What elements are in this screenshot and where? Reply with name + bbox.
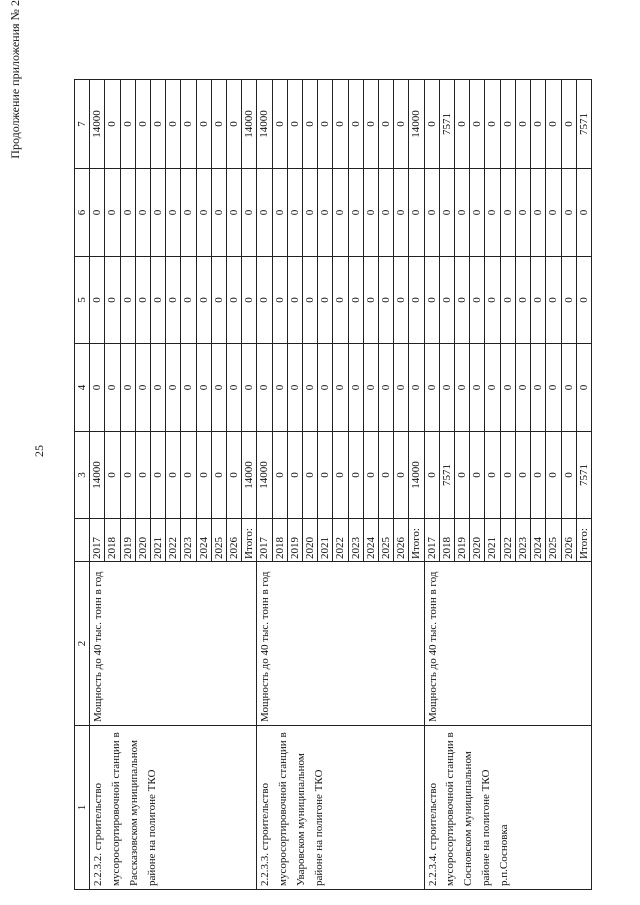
value-cell: 0	[120, 80, 135, 169]
header-row	[75, 80, 90, 890]
value-cell: 0	[196, 80, 211, 169]
value-cell: 0	[470, 344, 485, 432]
year-cell: Итого:	[242, 519, 257, 562]
year-cell: 2019	[455, 519, 470, 562]
header-cell: 1	[75, 726, 90, 890]
value-cell: 0	[151, 344, 166, 432]
year-cell: 2019	[120, 519, 135, 562]
value-cell: 0	[394, 80, 409, 169]
value-cell: 0	[227, 344, 242, 432]
value-cell: 0	[333, 80, 348, 169]
value-cell: 0	[363, 344, 378, 432]
value-cell: 0	[135, 80, 150, 169]
value-cell: 0	[500, 169, 515, 257]
value-cell: 0	[576, 344, 591, 432]
value-cell: 0	[227, 169, 242, 257]
page-number: 25	[32, 445, 46, 457]
value-cell: 0	[546, 432, 561, 519]
value-cell: 0	[455, 344, 470, 432]
measure-name-cell: 2.2.3.3. строительство мусоросортировочной станции в Уваровском муниципальном районе на полигоне ТКО	[257, 726, 424, 890]
value-cell: 0	[318, 80, 333, 169]
value-cell: 0	[379, 344, 394, 432]
year-cell: 2024	[531, 519, 546, 562]
value-cell: 0	[303, 257, 318, 344]
year-cell: 2025	[211, 519, 226, 562]
value-cell: 0	[211, 257, 226, 344]
value-cell: 0	[287, 169, 302, 257]
year-cell: 2023	[348, 519, 363, 562]
value-cell: 0	[348, 80, 363, 169]
value-cell: 0	[272, 169, 287, 257]
table-row	[90, 80, 105, 890]
year-cell: 2025	[379, 519, 394, 562]
value-cell: 0	[394, 344, 409, 432]
value-cell: 0	[318, 257, 333, 344]
value-cell: 0	[287, 80, 302, 169]
value-cell: 0	[181, 80, 196, 169]
year-cell: 2018	[272, 519, 287, 562]
value-cell: 0	[120, 344, 135, 432]
value-cell: 0	[439, 169, 454, 257]
value-cell: 0	[272, 344, 287, 432]
value-cell: 0	[500, 80, 515, 169]
value-cell: 0	[531, 257, 546, 344]
measure-name-cell: 2.2.3.4. строительство мусоросортировочной станции в Сосновском муниципальном районе на полигоне ТКО р.п.Сосновка	[424, 726, 591, 890]
year-cell: 2023	[181, 519, 196, 562]
header-cell: 7	[75, 80, 90, 169]
value-cell: 0	[105, 80, 120, 169]
value-cell: 0	[409, 169, 424, 257]
value-cell: 0	[105, 257, 120, 344]
value-cell: 0	[151, 432, 166, 519]
value-cell: 0	[515, 80, 530, 169]
value-cell: 0	[455, 169, 470, 257]
value-cell: 0	[196, 432, 211, 519]
value-cell: 14000	[257, 432, 272, 519]
value-cell: 0	[227, 432, 242, 519]
value-cell: 14000	[90, 80, 105, 169]
value-cell: 0	[303, 80, 318, 169]
year-cell: Итого:	[576, 519, 591, 562]
value-cell: 0	[90, 344, 105, 432]
value-cell: 0	[363, 257, 378, 344]
table-row	[424, 80, 439, 890]
value-cell: 0	[379, 80, 394, 169]
value-cell: 0	[470, 432, 485, 519]
value-cell: 0	[318, 169, 333, 257]
value-cell: 0	[561, 344, 576, 432]
value-cell: 0	[439, 257, 454, 344]
value-cell: 0	[424, 344, 439, 432]
value-cell: 0	[515, 432, 530, 519]
value-cell: 0	[485, 169, 500, 257]
value-cell: 14000	[409, 432, 424, 519]
value-cell: 0	[348, 344, 363, 432]
year-cell: 2020	[303, 519, 318, 562]
value-cell: 0	[424, 169, 439, 257]
year-cell: 2022	[166, 519, 181, 562]
value-cell: 0	[485, 257, 500, 344]
value-cell: 0	[546, 169, 561, 257]
value-cell: 0	[333, 257, 348, 344]
value-cell: 0	[105, 432, 120, 519]
appendix-table	[74, 79, 592, 890]
value-cell: 0	[181, 344, 196, 432]
value-cell: 0	[90, 257, 105, 344]
value-cell: 7571	[439, 432, 454, 519]
value-cell: 0	[333, 432, 348, 519]
value-cell: 0	[318, 432, 333, 519]
year-cell: 2021	[151, 519, 166, 562]
capacity-cell: Мощность до 40 тыс. тонн в год	[90, 562, 257, 726]
capacity-cell: Мощность до 40 тыс. тонн в год	[257, 562, 424, 726]
value-cell: 0	[363, 432, 378, 519]
value-cell: 0	[333, 344, 348, 432]
value-cell: 0	[485, 80, 500, 169]
value-cell: 0	[105, 169, 120, 257]
value-cell: 0	[287, 257, 302, 344]
value-cell: 0	[515, 344, 530, 432]
year-cell: 2022	[500, 519, 515, 562]
value-cell: 0	[272, 257, 287, 344]
value-cell: 0	[409, 257, 424, 344]
value-cell: 14000	[257, 80, 272, 169]
value-cell: 0	[166, 169, 181, 257]
value-cell: 0	[257, 257, 272, 344]
value-cell: 0	[470, 80, 485, 169]
value-cell: 0	[470, 257, 485, 344]
value-cell: 0	[151, 169, 166, 257]
header-cell: 4	[75, 344, 90, 432]
value-cell: 0	[455, 432, 470, 519]
header-cell: 3	[75, 432, 90, 519]
value-cell: 0	[515, 169, 530, 257]
value-cell: 14000	[90, 432, 105, 519]
value-cell: 0	[181, 257, 196, 344]
year-cell: Итого:	[409, 519, 424, 562]
year-cell: 2018	[439, 519, 454, 562]
value-cell: 0	[303, 344, 318, 432]
value-cell: 0	[90, 169, 105, 257]
value-cell: 0	[272, 432, 287, 519]
value-cell: 14000	[409, 80, 424, 169]
value-cell: 0	[531, 169, 546, 257]
year-cell: 2026	[227, 519, 242, 562]
value-cell: 0	[105, 344, 120, 432]
year-cell: 2022	[333, 519, 348, 562]
value-cell: 0	[211, 80, 226, 169]
value-cell: 0	[576, 257, 591, 344]
value-cell: 0	[363, 80, 378, 169]
value-cell: 0	[166, 432, 181, 519]
value-cell: 0	[424, 80, 439, 169]
value-cell: 0	[135, 344, 150, 432]
year-cell: 2020	[470, 519, 485, 562]
value-cell: 0	[455, 257, 470, 344]
value-cell: 0	[500, 344, 515, 432]
year-cell: 2026	[561, 519, 576, 562]
year-cell: 2018	[105, 519, 120, 562]
value-cell: 0	[135, 169, 150, 257]
value-cell: 0	[181, 432, 196, 519]
year-cell: 2021	[485, 519, 500, 562]
year-cell: 2017	[90, 519, 105, 562]
value-cell: 0	[546, 344, 561, 432]
value-cell: 0	[394, 432, 409, 519]
capacity-cell: Мощность до 40 тыс. тонн в год	[424, 562, 591, 726]
value-cell: 0	[287, 344, 302, 432]
value-cell: 0	[531, 80, 546, 169]
value-cell: 0	[546, 257, 561, 344]
value-cell: 0	[379, 169, 394, 257]
value-cell: 0	[424, 257, 439, 344]
value-cell: 0	[227, 257, 242, 344]
header-cell	[75, 519, 90, 562]
value-cell: 0	[287, 432, 302, 519]
value-cell: 0	[455, 80, 470, 169]
value-cell: 0	[500, 432, 515, 519]
value-cell: 0	[485, 432, 500, 519]
value-cell: 0	[303, 432, 318, 519]
value-cell: 0	[348, 257, 363, 344]
value-cell: 0	[196, 344, 211, 432]
value-cell: 0	[348, 432, 363, 519]
value-cell: 0	[135, 432, 150, 519]
value-cell: 7571	[576, 80, 591, 169]
value-cell: 0	[379, 257, 394, 344]
table-row	[257, 80, 272, 890]
value-cell: 0	[561, 432, 576, 519]
value-cell: 0	[515, 257, 530, 344]
value-cell: 0	[242, 344, 257, 432]
value-cell: 0	[120, 169, 135, 257]
year-cell: 2026	[394, 519, 409, 562]
value-cell: 0	[257, 169, 272, 257]
value-cell: 14000	[242, 432, 257, 519]
value-cell: 0	[303, 169, 318, 257]
value-cell: 14000	[242, 80, 257, 169]
value-cell: 0	[424, 432, 439, 519]
year-cell: 2024	[196, 519, 211, 562]
value-cell: 0	[348, 169, 363, 257]
value-cell: 0	[211, 432, 226, 519]
table-body	[75, 80, 592, 890]
value-cell: 7571	[576, 432, 591, 519]
value-cell: 0	[318, 344, 333, 432]
value-cell: 0	[166, 80, 181, 169]
year-cell: 2024	[363, 519, 378, 562]
header-cell: 6	[75, 169, 90, 257]
header-cell: 5	[75, 257, 90, 344]
value-cell: 0	[181, 169, 196, 257]
value-cell: 0	[546, 80, 561, 169]
continuation-note: Продолжение приложения № 2	[8, 0, 22, 159]
value-cell: 0	[470, 169, 485, 257]
value-cell: 0	[531, 432, 546, 519]
value-cell: 0	[439, 344, 454, 432]
value-cell: 0	[409, 344, 424, 432]
value-cell: 0	[257, 344, 272, 432]
header-cell: 2	[75, 562, 90, 726]
value-cell: 0	[227, 80, 242, 169]
value-cell: 0	[211, 344, 226, 432]
value-cell: 0	[394, 257, 409, 344]
year-cell: 2025	[546, 519, 561, 562]
value-cell: 0	[561, 80, 576, 169]
year-cell: 2021	[318, 519, 333, 562]
value-cell: 0	[485, 344, 500, 432]
value-cell: 0	[242, 169, 257, 257]
value-cell: 0	[333, 169, 348, 257]
value-cell: 0	[394, 169, 409, 257]
value-cell: 7571	[439, 80, 454, 169]
value-cell: 0	[561, 257, 576, 344]
value-cell: 0	[531, 344, 546, 432]
value-cell: 0	[196, 169, 211, 257]
value-cell: 0	[242, 257, 257, 344]
measure-name-cell: 2.2.3.2. строительство мусоросортировочной станции в Рассказовском муниципальном районе на полигоне ТКО	[90, 726, 257, 890]
value-cell: 0	[363, 169, 378, 257]
value-cell: 0	[500, 257, 515, 344]
value-cell: 0	[196, 257, 211, 344]
value-cell: 0	[576, 169, 591, 257]
year-cell: 2017	[424, 519, 439, 562]
value-cell: 0	[151, 257, 166, 344]
value-cell: 0	[379, 432, 394, 519]
value-cell: 0	[135, 257, 150, 344]
value-cell: 0	[166, 257, 181, 344]
value-cell: 0	[272, 80, 287, 169]
value-cell: 0	[151, 80, 166, 169]
year-cell: 2020	[135, 519, 150, 562]
value-cell: 0	[166, 344, 181, 432]
value-cell: 0	[561, 169, 576, 257]
year-cell: 2017	[257, 519, 272, 562]
value-cell: 0	[120, 432, 135, 519]
year-cell: 2019	[287, 519, 302, 562]
value-cell: 0	[211, 169, 226, 257]
value-cell: 0	[120, 257, 135, 344]
year-cell: 2023	[515, 519, 530, 562]
